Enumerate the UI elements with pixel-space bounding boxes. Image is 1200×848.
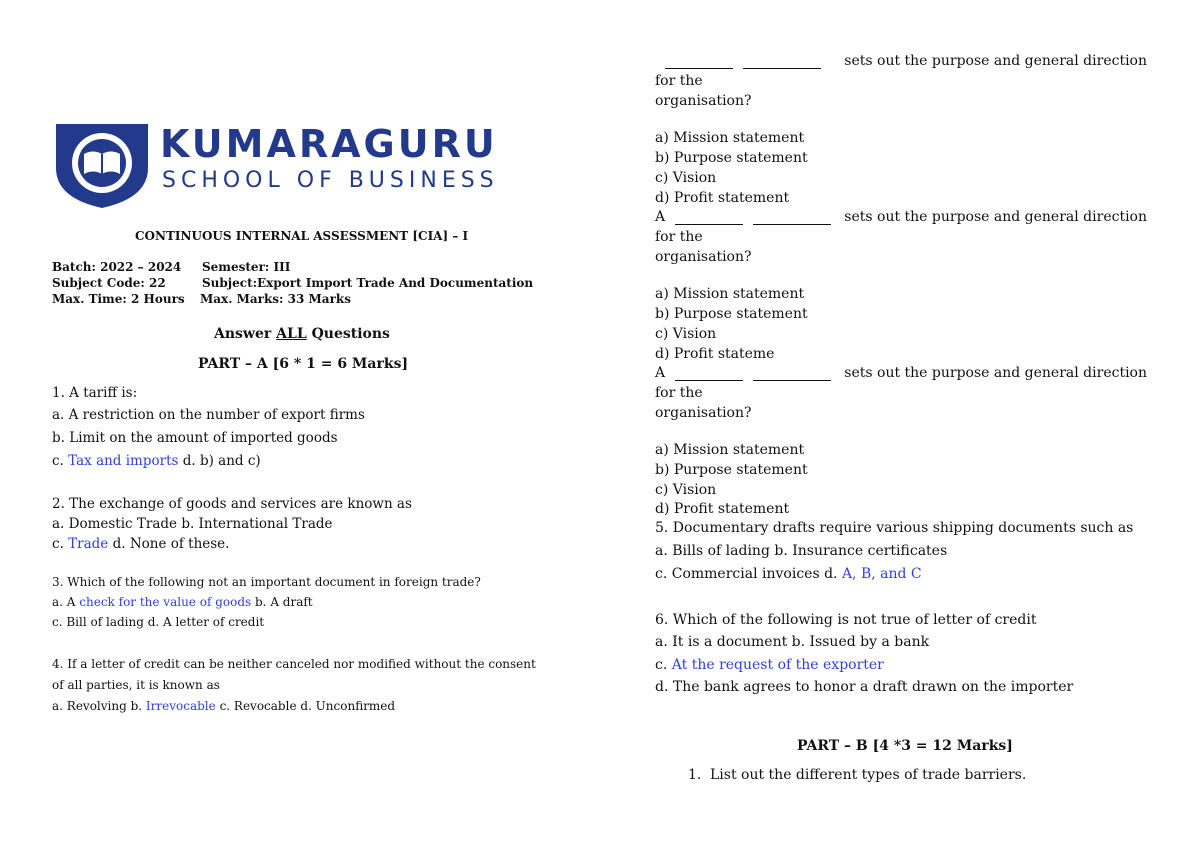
q3-option-ab: a. A check for the value of goods b. A draft xyxy=(52,595,313,609)
q5-option-cd: c. Commercial invoices d. A, B, and C xyxy=(655,566,922,582)
kumaraguru-logo xyxy=(52,118,522,210)
part-b-title: PART – B [4 *3 = 12 Marks] xyxy=(797,738,1013,754)
q3-option-cd: c. Bill of lading d. A letter of credit xyxy=(52,615,265,629)
q3-answer: check for the value of goods xyxy=(79,595,252,609)
batch: Batch: 2022 – 2024 xyxy=(52,260,182,274)
opt1-b: b) Purpose statement xyxy=(655,150,808,166)
q6-option-ab: a. It is a document b. Issued by a bank xyxy=(655,634,930,650)
opt2-a: a) Mission statement xyxy=(655,286,805,302)
blank-3a xyxy=(675,368,743,381)
opt2-d: d) Profit stateme xyxy=(655,346,775,362)
q4-options: a. Revolving b. Irrevocable c. Revocable d. Unconfirmed xyxy=(52,699,396,713)
q2-stem: 2. The exchange of goods and services are known as xyxy=(52,496,412,512)
q1-answer: Tax and imports xyxy=(68,453,179,469)
logo-subtitle: SCHOOL OF BUSINESS xyxy=(162,168,499,193)
shield-book-icon xyxy=(52,118,152,210)
opt1-d: d) Profit statement xyxy=(655,190,790,206)
opt1-a: a) Mission statement xyxy=(655,130,805,146)
q1-option-b: b. Limit on the amount of imported goods xyxy=(52,430,338,446)
semester: Semester: III xyxy=(202,260,291,274)
q1-option-a: a. A restriction on the number of export firms xyxy=(52,407,365,423)
q3-stem: 3. Which of the following not an important document in foreign trade? xyxy=(52,575,481,589)
blank-1a xyxy=(665,56,733,69)
organisation-2: organisation? xyxy=(655,249,752,265)
fill-blank-row-2: A sets out the purpose and general direction xyxy=(655,209,1147,225)
subject-code: Subject Code: 22 xyxy=(52,276,166,290)
q2-option-cd: c. Trade d. None of these. xyxy=(52,536,230,552)
logo-title: KUMARAGURU xyxy=(160,122,498,166)
organisation-1: organisation? xyxy=(655,93,752,109)
q2-answer: Trade xyxy=(68,536,109,552)
organisation-3: organisation? xyxy=(655,405,752,421)
opt2-b: b) Purpose statement xyxy=(655,306,808,322)
subject: Subject:Export Import Trade And Documentation xyxy=(202,276,534,290)
q5-stem: 5. Documentary drafts require various shipping documents such as xyxy=(655,520,1134,536)
for-the-3: for the xyxy=(655,385,703,401)
q5-option-ab: a. Bills of lading b. Insurance certificates xyxy=(655,543,948,559)
q6-answer: At the request of the exporter xyxy=(671,657,884,673)
for-the-2: for the xyxy=(655,229,703,245)
opt1-c: c) Vision xyxy=(655,170,717,186)
q6-stem: 6. Which of the following is not true of letter of credit xyxy=(655,612,1037,628)
opt3-b: b) Purpose statement xyxy=(655,462,808,478)
instructions: Answer ALL Questions xyxy=(214,326,390,342)
part-a-title: PART – A [6 * 1 = 6 Marks] xyxy=(198,356,409,372)
fill-blank-row-1: sets out the purpose and general direction xyxy=(655,53,1147,69)
opt3-c: c) Vision xyxy=(655,482,717,498)
q4-answer: Irrevocable xyxy=(145,699,216,713)
q1-stem: 1. A tariff is: xyxy=(52,385,138,401)
fill-blank-row-3: A sets out the purpose and general direction xyxy=(655,365,1147,381)
part-b-q1: List out the different types of trade barriers. xyxy=(710,767,1027,783)
opt3-d: d) Profit statement xyxy=(655,501,790,517)
q4-stem-line2: of all parties, it is known as xyxy=(52,678,220,692)
q4-stem-line1: 4. If a letter of credit can be neither canceled nor modified without the consent xyxy=(52,657,536,671)
blank-2a xyxy=(675,212,743,225)
for-the-1: for the xyxy=(655,73,703,89)
blank-2b xyxy=(753,212,831,225)
opt3-a: a) Mission statement xyxy=(655,442,805,458)
blank-1b xyxy=(743,56,821,69)
q6-option-c: c. At the request of the exporter xyxy=(655,657,884,673)
assessment-title: CONTINUOUS INTERNAL ASSESSMENT [CIA] – I xyxy=(135,229,469,243)
blank-3b xyxy=(753,368,831,381)
q5-answer: A, B, and C xyxy=(841,566,922,582)
max-time: Max. Time: 2 Hours xyxy=(52,292,185,306)
q1-option-cd: c. Tax and imports d. b) and c) xyxy=(52,453,261,469)
max-marks: Max. Marks: 33 Marks xyxy=(200,292,351,306)
opt2-c: c) Vision xyxy=(655,326,717,342)
part-b-q1-number: 1. xyxy=(688,767,702,783)
q6-option-d: d. The bank agrees to honor a draft drawn on the importer xyxy=(655,679,1074,695)
q2-option-ab: a. Domestic Trade b. International Trade xyxy=(52,516,333,532)
